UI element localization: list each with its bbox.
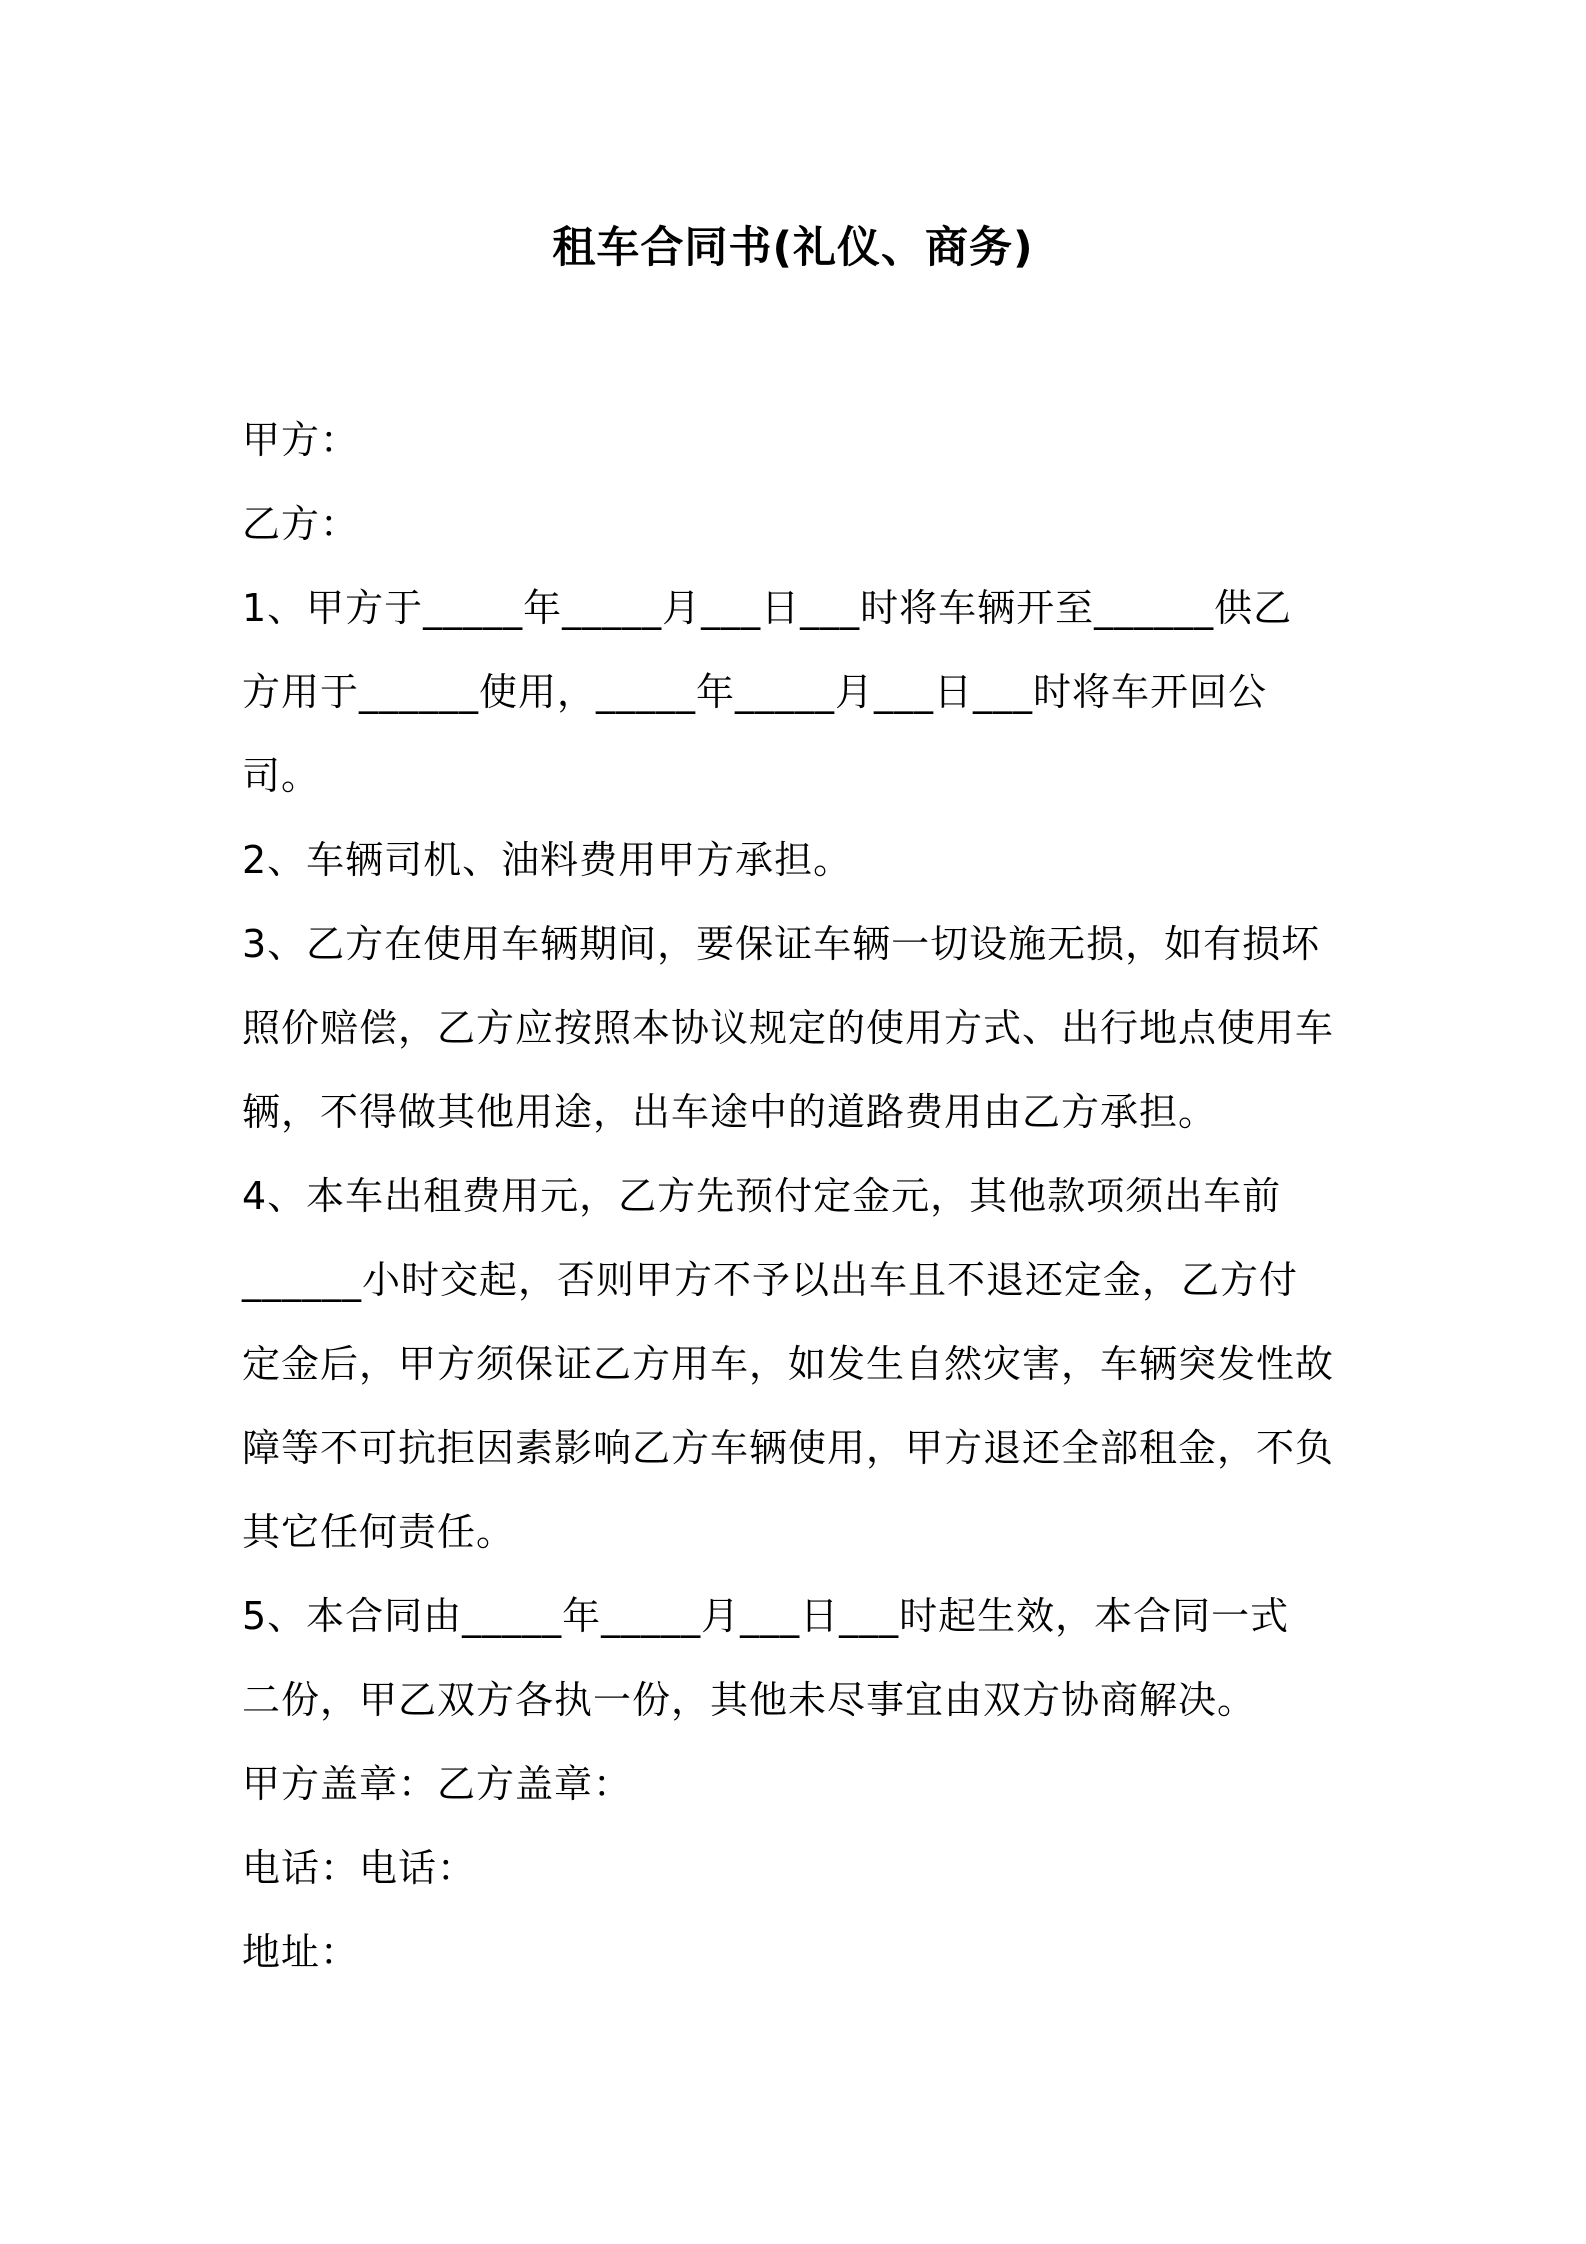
clause-4-line-3: 定金后，甲方须保证乙方用车，如发生自然灾害，车辆突发性故	[242, 1342, 1335, 1386]
address-line: 地址：	[242, 1930, 360, 1974]
clause-4-line-5: 其它任何责任。	[242, 1510, 516, 1554]
clause-4-line-2: ______小时交起，否则甲方不予以出车且不退还定金，乙方付	[242, 1258, 1299, 1302]
clause-1-line-3: 司。	[242, 754, 321, 798]
clause-4-line-1: 4、本车出租费用元，乙方先预付定金元，其他款项须出车前	[242, 1174, 1282, 1218]
party-b-line: 乙方：	[242, 502, 360, 546]
clause-5-line-1: 5、本合同由_____年_____月___日___时起生效，本合同一式	[242, 1594, 1290, 1638]
party-a-line: 甲方：	[242, 418, 360, 462]
clause-5-line-2: 二份，甲乙双方各执一份，其他未尽事宜由双方协商解决。	[242, 1678, 1257, 1722]
clause-3-line-1: 3、乙方在使用车辆期间，要保证车辆一切设施无损，如有损坏	[242, 922, 1321, 966]
clause-2-line-1: 2、车辆司机、油料费用甲方承担。	[242, 838, 853, 882]
seal-line: 甲方盖章：乙方盖章：	[242, 1762, 633, 1806]
clause-3-line-2: 照价赔偿，乙方应按照本协议规定的使用方式、出行地点使用车	[242, 1006, 1335, 1050]
clause-1-line-1: 1、甲方于_____年_____月___日___时将车辆开至______供乙	[242, 586, 1293, 630]
contract-body	[242, 398, 1358, 1994]
clause-4-line-4: 障等不可抗拒因素影响乙方车辆使用，甲方退还全部租金，不负	[242, 1426, 1335, 1470]
clause-1-line-2: 方用于______使用，_____年_____月___日___时将车开回公	[242, 670, 1268, 714]
clause-3-line-3: 辆，不得做其他用途，出车途中的道路费用由乙方承担。	[242, 1090, 1218, 1134]
phone-line: 电话：电话：	[242, 1846, 477, 1890]
document-title: 租车合同书(礼仪、商务)	[552, 223, 1034, 273]
